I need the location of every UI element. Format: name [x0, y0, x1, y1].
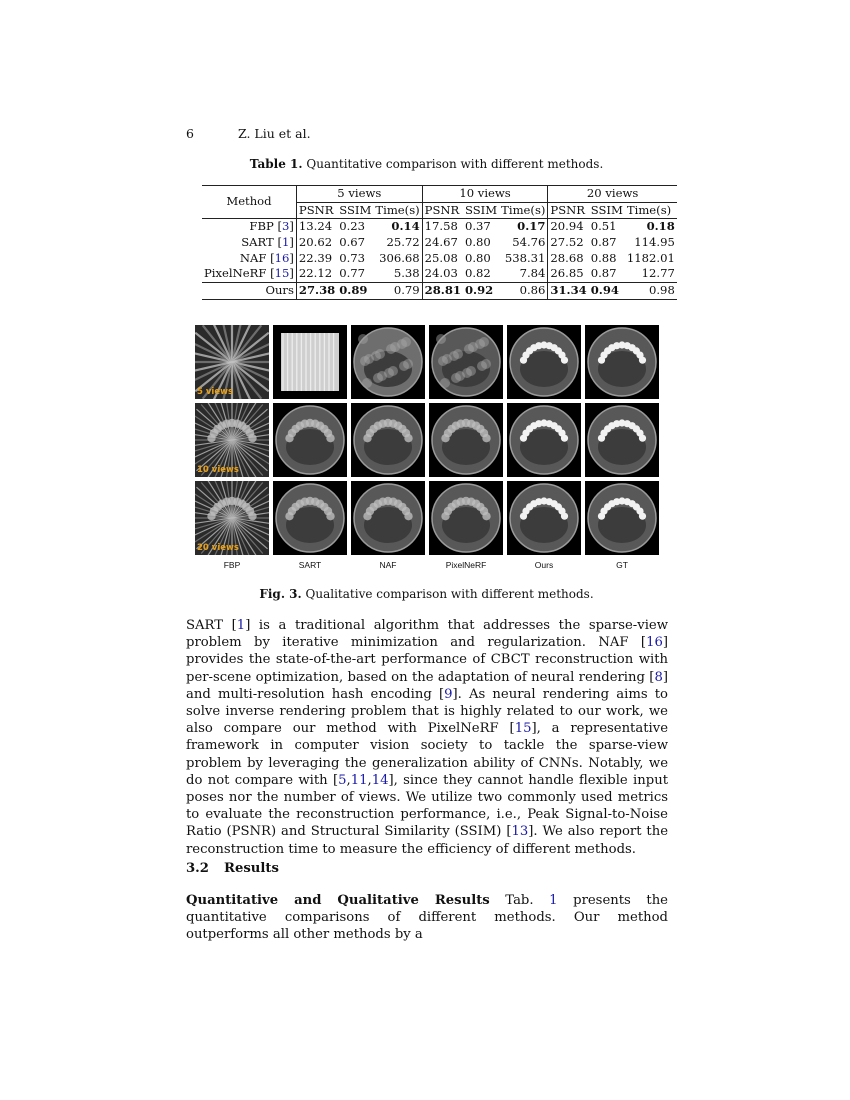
value-cell: 0.73 [339, 250, 366, 265]
ct-image [507, 325, 581, 399]
value-cell: 0.80 [464, 235, 491, 250]
value-cell: 0.82 [464, 266, 491, 281]
value-cell: 7.84 [499, 266, 548, 282]
subheader: Time(s) [499, 202, 548, 219]
table-row [202, 283, 677, 300]
value-cell: 54.76 [499, 235, 548, 251]
section-title: Results [224, 861, 279, 876]
value-cell: 22.39 [298, 250, 333, 265]
citation-link[interactable]: 13 [511, 824, 529, 840]
value-cell: 0.92 [464, 283, 494, 298]
citation-link[interactable]: 11 [350, 772, 368, 788]
subheader: Time(s) [373, 202, 422, 219]
ct-image [429, 325, 503, 399]
citation-link[interactable]: 9 [444, 686, 453, 702]
ct-image [351, 403, 425, 477]
citation-link[interactable]: 16 [274, 250, 290, 265]
citation-link[interactable]: 15 [274, 266, 290, 281]
value-cell: 0.89 [339, 283, 368, 298]
column-label: SART [298, 560, 322, 570]
ct-image [429, 403, 503, 477]
subheader: Time(s) [626, 202, 672, 217]
table-row [202, 235, 677, 251]
results-paragraph: Quantitative and Qualitative Results Tab. 1 presents the quantitative comparisons of different methods. Our method outperforms all other methods by a [186, 893, 668, 943]
body-paragraph: SART [1] is a traditional algorithm that addresses the sparse-view problem by iterative minimization and regularization. NAF [16] provides the state-of-the-art performance of CBCT reconstruction with per-scene optimization, based on the adaptation of neural rendering [8] and multi-resolution hash encoding [9]. As neural rendering aims to solve inverse rendering problem that is highly related to our work, we also compare our method with PixelNeRF [15], a representative framework in computer vision society to tackle the sparse-view problem by leveraging the generalization ability of CNNs. Notably, we do not compare with [5,11,14], since they cannot handle flexible input poses nor the number of views. We utilize two commonly used metrics to evaluate the reconstruction performance, i.e., Peak Signal-to-Noise Ratio (PSNR) and Structural Similarity (SSIM) [13]. We also report the reconstruction time to measure the efficiency of different methods. [186, 618, 669, 857]
ct-image [351, 325, 425, 399]
value-cell: 20.62 [298, 235, 333, 250]
figure-caption-label: Fig. 3. [259, 587, 302, 601]
ct-image [273, 403, 347, 477]
page-number: 6 [186, 126, 194, 141]
section-heading [186, 861, 279, 876]
table-body [202, 219, 677, 299]
column-label: NAF [379, 560, 397, 570]
ct-image [585, 403, 659, 477]
column-label: Ours [534, 560, 554, 570]
results-table [202, 185, 677, 300]
ct-image [585, 325, 659, 399]
method-cell: SART [1] [202, 235, 296, 251]
citation-link[interactable]: 1 [236, 618, 246, 633]
value-cell: 0.17 [499, 219, 548, 235]
subheader: PSNR [424, 202, 460, 217]
ct-image [585, 481, 659, 555]
value-cell: 25.72 [373, 235, 422, 251]
method-cell: Ours [202, 283, 296, 300]
running-head: Z. Liu et al. [238, 126, 311, 141]
citation-link[interactable]: 1 [282, 235, 290, 250]
table-caption-text: Quantitative comparison with different methods. [306, 157, 604, 171]
section-number: 3.2 [186, 861, 209, 876]
ct-image [273, 325, 347, 399]
value-cell: 0.79 [373, 283, 422, 300]
value-cell: 0.80 [464, 250, 491, 265]
method-cell: NAF [16] [202, 251, 296, 267]
value-cell: 17.58 [424, 219, 458, 234]
ct-image [195, 325, 269, 399]
value-cell: 20.94 [550, 219, 584, 234]
citation-link[interactable]: 14 [371, 772, 389, 788]
ct-image [195, 403, 269, 477]
value-cell: 0.23 [339, 219, 366, 234]
value-cell: 0.87 [590, 266, 617, 281]
value-cell: 26.85 [550, 266, 584, 281]
value-cell: 31.34 [550, 283, 587, 298]
table-row [202, 251, 677, 267]
method-cell: PixelNeRF [15] [202, 266, 296, 282]
column-label: PixelNeRF [445, 560, 487, 570]
table-caption [186, 157, 667, 171]
value-cell: 28.68 [550, 250, 584, 265]
value-cell: 13.24 [298, 219, 333, 234]
value-cell: 27.38 [298, 283, 336, 298]
value-cell: 0.98 [649, 283, 675, 298]
value-cell: 5.38 [373, 266, 422, 282]
method-header: Method [202, 186, 296, 219]
citation-link[interactable]: 15 [514, 721, 532, 737]
figure-caption [186, 587, 667, 601]
value-cell: 306.68 [373, 251, 422, 267]
row-label: 10 views [197, 465, 239, 475]
subheader: PSNR [298, 202, 334, 217]
value-cell: 0.86 [499, 283, 548, 300]
ct-image [273, 481, 347, 555]
value-cell: 25.08 [424, 250, 458, 265]
table-row [202, 266, 677, 282]
value-cell: 0.67 [339, 235, 366, 250]
value-cell: 0.14 [373, 219, 422, 235]
group-header: 5 views [296, 186, 422, 203]
ct-image [195, 481, 269, 555]
value-cell: 0.37 [464, 219, 491, 234]
figure-caption-text: Qualitative comparison with different methods. [305, 587, 594, 601]
value-cell: 28.81 [424, 283, 461, 298]
paragraph-heading: Quantitative and Qualitative Results [186, 893, 490, 908]
value-cell: 0.51 [590, 219, 617, 234]
row-label: 20 views [197, 543, 239, 553]
group-header: 20 views [586, 186, 639, 200]
value-cell: 538.31 [499, 251, 548, 267]
value-cell: 0.87 [590, 235, 617, 250]
ct-image [507, 403, 581, 477]
subheader: SSIM [590, 202, 623, 217]
group-header: 10 views [422, 186, 548, 203]
value-cell: 0.18 [646, 219, 675, 234]
ct-image [507, 481, 581, 555]
subheader: SSIM [339, 202, 372, 217]
value-cell: 0.94 [590, 283, 619, 298]
ct-image [351, 481, 425, 555]
value-cell: 12.77 [641, 266, 675, 281]
value-cell: 114.95 [634, 235, 675, 250]
value-cell: 0.88 [590, 250, 617, 265]
column-label: FBP [223, 560, 241, 570]
table-row [202, 219, 677, 235]
row-label: 5 views [197, 387, 234, 397]
column-label: GT [616, 560, 628, 570]
table-caption-label: Table 1. [249, 157, 303, 171]
citation-link[interactable]: 3 [282, 219, 290, 234]
value-cell: 1182.01 [626, 250, 675, 265]
value-cell: 24.03 [424, 266, 458, 281]
citation-link[interactable]: 8 [654, 669, 663, 685]
subheader: PSNR [550, 202, 586, 217]
citation-link[interactable]: 1 [549, 893, 558, 908]
value-cell: 0.77 [339, 266, 366, 281]
qualitative-figure [195, 325, 659, 575]
citation-link[interactable]: 16 [646, 635, 663, 651]
value-cell: 24.67 [424, 235, 458, 250]
subheader: SSIM [464, 202, 498, 217]
method-cell: FBP [3] [202, 219, 296, 235]
value-cell: 22.12 [298, 266, 333, 281]
citation-link[interactable]: 5 [338, 772, 347, 788]
value-cell: 27.52 [550, 235, 584, 250]
ct-image [429, 481, 503, 555]
